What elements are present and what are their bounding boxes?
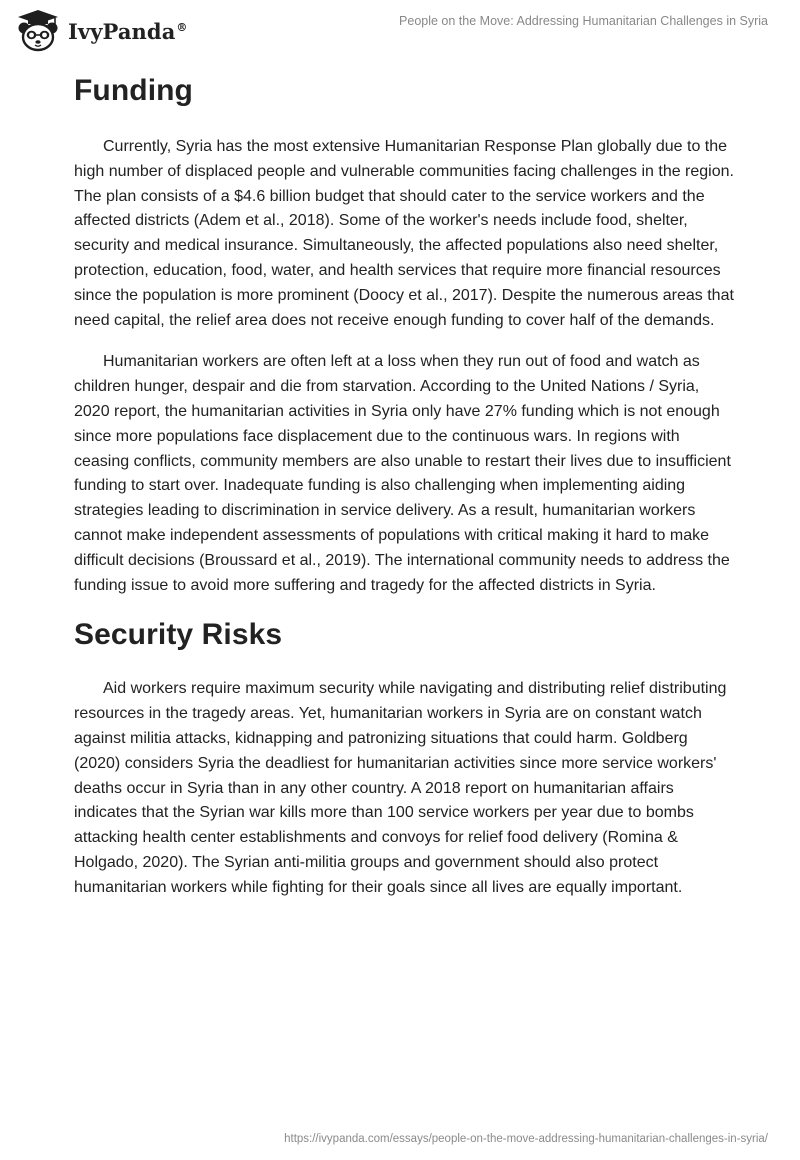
document-title: People on the Move: Addressing Humanitarian Challenges in Syria	[399, 14, 768, 28]
paragraph: Currently, Syria has the most extensive Humanitarian Response Plan globally due to the high number of displaced people and vulnerable communities facing challenges in the region. The plan consists of a $4.6 billion budget that should cater to the service workers and the affected districts (Adem et al., 2018). Some of the worker's needs include food, shelter, security and medical insurance. Simultaneously, the affected populations also need shelter, protection, education, food, water, and health services that require more financial resources since the population is more prominent (Doocy et al., 2017). Despite the numerous areas that need capital, the relief area does not receive enough funding to cover half of the demands.	[74, 138, 734, 329]
section-heading-funding: Funding	[74, 74, 193, 107]
ivypanda-logo[interactable]	[14, 8, 188, 52]
panda-graduate-icon	[14, 8, 62, 52]
page-header	[0, 0, 800, 60]
essay-content	[74, 66, 734, 901]
section-heading-security-risks: Security Risks	[74, 618, 283, 652]
paragraph: Aid workers require maximum security while navigating and distributing relief distributing resources in the tragedy areas. Yet, humanitarian workers in Syria are on constant watch against militia attacks, kidnapping and patronizing situations that could harm. Goldberg (2020) considers Syria the deadliest for humanitarian activities since more service workers' deaths occur in Syria than in any other country. A 2018 report on humanitarian affairs indicates that the Syrian war kills more than 100 service workers per year due to bombs attacking health center establishments and convoys for relief food delivery (Romina & Holgado, 2020). The Syrian anti-militia groups and government should also protect humanitarian workers while fighting for their goals since all lives are equally important.	[74, 680, 727, 896]
paragraph: Humanitarian workers are often left at a loss when they run out of food and watch as children hunger, despair and die from starvation. According to the United Nations / Syria, 2020 report, the humanitarian activities in Syria only have 27% funding which is not enough since more populations face displacement due to the continuous wars. In regions with ceasing conflicts, community members are also unable to restart their lives due to insufficient funding to start over. Inadequate funding is also challenging when implementing aiding strategies leading to discrimination in service delivery. As a result, humanitarian workers cannot make independent assessments of populations with critical making it hard to make difficult decisions (Broussard et al., 2019). The international community needs to address the funding issue to avoid more suffering and tragedy for the affected districts in Syria.	[74, 353, 731, 594]
source-url[interactable]: https://ivypanda.com/essays/people-on-the-move-addressing-humanitarian-challenges-in-syria/	[284, 1133, 768, 1145]
logo-text: IvyPanda®	[68, 18, 188, 44]
